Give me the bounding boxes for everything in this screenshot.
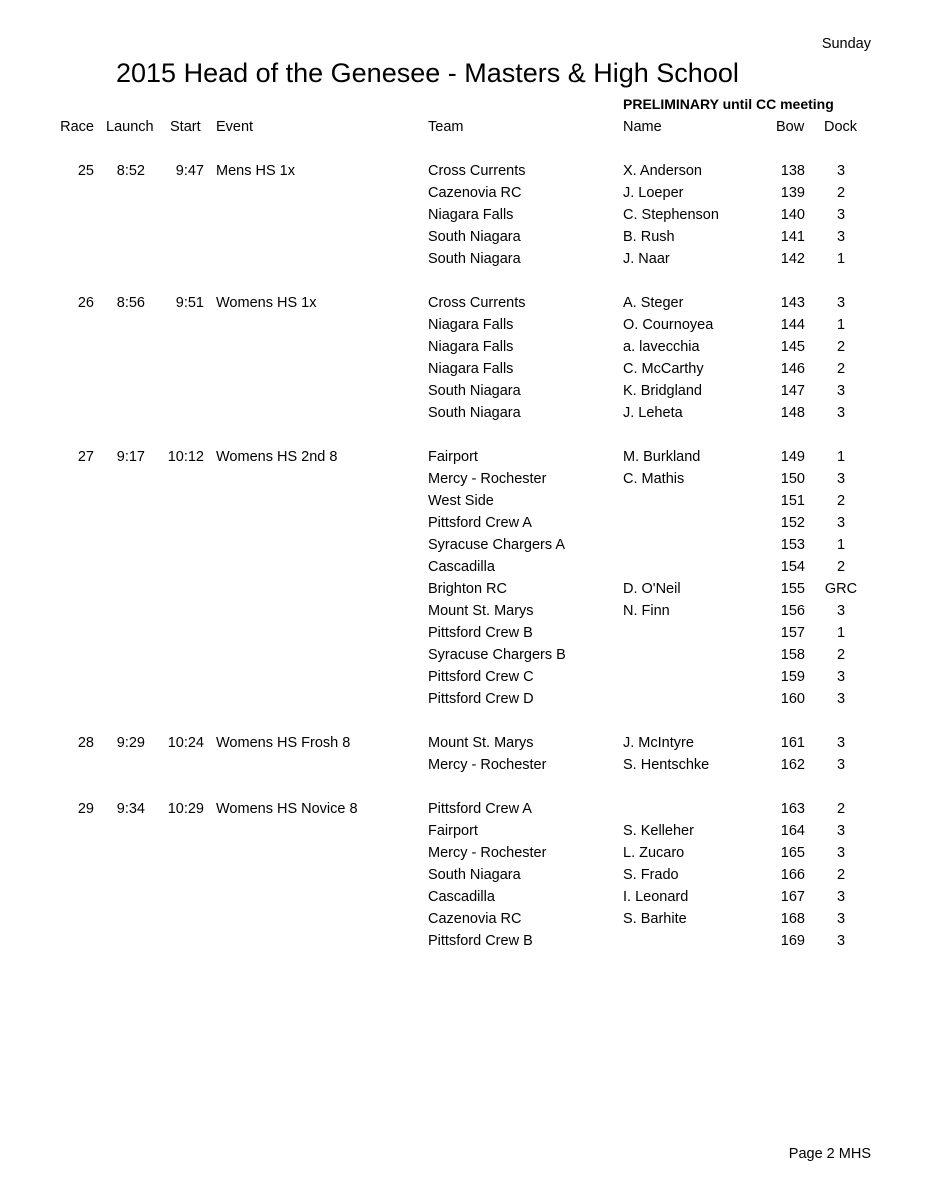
launch-time: 9:29 bbox=[116, 735, 145, 751]
race-number: 28 bbox=[77, 735, 94, 751]
entry-bow-number: 165 bbox=[780, 845, 805, 861]
entry-team: Cross Currents bbox=[428, 295, 526, 311]
entry-team: Pittsford Crew D bbox=[428, 691, 534, 707]
entry-dock: 3 bbox=[836, 757, 846, 773]
entry-dock: 3 bbox=[836, 163, 846, 179]
entry-athlete-name: A. Steger bbox=[623, 295, 684, 311]
entry-bow-number: 142 bbox=[780, 251, 805, 267]
page-title: 2015 Head of the Genesee - Masters & High School bbox=[116, 58, 739, 88]
entry-athlete-name: S. Frado bbox=[623, 867, 679, 883]
entry-dock: 3 bbox=[836, 691, 846, 707]
entry-team: West Side bbox=[428, 493, 494, 509]
entry-team: Pittsford Crew C bbox=[428, 669, 534, 685]
entry-bow-number: 143 bbox=[780, 295, 805, 311]
column-header-name: Name bbox=[623, 119, 662, 135]
entry-dock: 1 bbox=[836, 317, 846, 333]
entry-athlete-name: X. Anderson bbox=[623, 163, 702, 179]
entry-team: Cazenovia RC bbox=[428, 185, 522, 201]
entry-athlete-name: C. Stephenson bbox=[623, 207, 719, 223]
entry-dock: 2 bbox=[836, 647, 846, 663]
entry-bow-number: 166 bbox=[780, 867, 805, 883]
column-header-launch: Launch bbox=[106, 119, 154, 135]
entry-team: South Niagara bbox=[428, 229, 521, 245]
entry-team: Niagara Falls bbox=[428, 361, 514, 377]
entry-bow-number: 169 bbox=[780, 933, 805, 949]
entry-dock: 3 bbox=[836, 845, 846, 861]
column-header-team: Team bbox=[428, 119, 464, 135]
entry-dock: 1 bbox=[836, 449, 846, 465]
entry-dock: 2 bbox=[836, 361, 846, 377]
entry-dock: 2 bbox=[836, 339, 846, 355]
entry-team: South Niagara bbox=[428, 405, 521, 421]
entry-athlete-name: C. McCarthy bbox=[623, 361, 704, 377]
entry-athlete-name: L. Zucaro bbox=[623, 845, 685, 861]
entry-team: Pittsford Crew B bbox=[428, 625, 533, 641]
entry-dock: 2 bbox=[836, 559, 846, 575]
entry-team: Brighton RC bbox=[428, 581, 507, 597]
entry-team: Mercy - Rochester bbox=[428, 757, 547, 773]
entry-bow-number: 152 bbox=[780, 515, 805, 531]
entry-bow-number: 141 bbox=[780, 229, 805, 245]
entry-bow-number: 167 bbox=[780, 889, 805, 905]
race-number: 26 bbox=[77, 295, 94, 311]
entry-team: Fairport bbox=[428, 823, 478, 839]
entry-dock: 1 bbox=[836, 625, 846, 641]
entry-dock: 2 bbox=[836, 185, 846, 201]
entry-athlete-name: N. Finn bbox=[623, 603, 670, 619]
entry-team: Mount St. Marys bbox=[428, 735, 534, 751]
start-time: 9:51 bbox=[175, 295, 204, 311]
entry-bow-number: 168 bbox=[780, 911, 805, 927]
entry-team: Niagara Falls bbox=[428, 317, 514, 333]
entry-dock: 1 bbox=[836, 537, 846, 553]
entry-bow-number: 151 bbox=[780, 493, 805, 509]
entry-team: Cascadilla bbox=[428, 889, 495, 905]
entry-bow-number: 164 bbox=[780, 823, 805, 839]
entry-dock: 3 bbox=[836, 823, 846, 839]
entry-athlete-name: a. lavecchia bbox=[623, 339, 700, 355]
entry-athlete-name: B. Rush bbox=[623, 229, 675, 245]
entry-team: South Niagara bbox=[428, 251, 521, 267]
event-name: Womens HS Novice 8 bbox=[216, 801, 358, 817]
race-number: 25 bbox=[77, 163, 94, 179]
start-time: 10:24 bbox=[167, 735, 204, 751]
entry-athlete-name: I. Leonard bbox=[623, 889, 689, 905]
race-number: 27 bbox=[77, 449, 94, 465]
column-header-event: Event bbox=[216, 119, 254, 135]
entry-bow-number: 161 bbox=[780, 735, 805, 751]
entry-dock: 3 bbox=[836, 207, 846, 223]
entry-athlete-name: S. Kelleher bbox=[623, 823, 694, 839]
entry-dock: 3 bbox=[836, 933, 846, 949]
column-header-dock: Dock bbox=[824, 119, 858, 135]
entry-dock: 3 bbox=[836, 515, 846, 531]
entry-bow-number: 139 bbox=[780, 185, 805, 201]
column-header-start: Start bbox=[170, 119, 201, 135]
entry-team: South Niagara bbox=[428, 383, 521, 399]
entry-bow-number: 162 bbox=[780, 757, 805, 773]
entry-team: Syracuse Chargers A bbox=[428, 537, 566, 553]
page-day: Sunday bbox=[821, 36, 871, 52]
entry-dock: 3 bbox=[836, 405, 846, 421]
launch-time: 8:56 bbox=[116, 295, 145, 311]
entry-team: Mount St. Marys bbox=[428, 603, 534, 619]
entry-bow-number: 144 bbox=[780, 317, 805, 333]
entry-team: Cascadilla bbox=[428, 559, 495, 575]
entry-bow-number: 147 bbox=[780, 383, 805, 399]
event-name: Womens HS Frosh 8 bbox=[216, 735, 351, 751]
entry-team: Niagara Falls bbox=[428, 339, 514, 355]
entry-team: Cross Currents bbox=[428, 163, 526, 179]
entry-athlete-name: O. Cournoyea bbox=[623, 317, 714, 333]
entry-dock: 3 bbox=[836, 889, 846, 905]
entry-bow-number: 150 bbox=[780, 471, 805, 487]
entry-team: Cazenovia RC bbox=[428, 911, 522, 927]
entry-dock: 3 bbox=[836, 471, 846, 487]
entry-bow-number: 160 bbox=[780, 691, 805, 707]
entry-team: Fairport bbox=[428, 449, 478, 465]
event-name: Womens HS 2nd 8 bbox=[216, 449, 338, 465]
entry-team: Syracuse Chargers B bbox=[428, 647, 566, 663]
entry-athlete-name: S. Hentschke bbox=[623, 757, 710, 773]
entry-bow-number: 146 bbox=[780, 361, 805, 377]
entry-athlete-name: S. Barhite bbox=[623, 911, 687, 927]
entry-athlete-name: J. McIntyre bbox=[623, 735, 694, 751]
entry-bow-number: 148 bbox=[780, 405, 805, 421]
start-time: 10:29 bbox=[167, 801, 204, 817]
entry-bow-number: 156 bbox=[780, 603, 805, 619]
race-number: 29 bbox=[77, 801, 94, 817]
start-time: 10:12 bbox=[167, 449, 204, 465]
column-header-race: Race bbox=[60, 119, 94, 135]
entry-team: Niagara Falls bbox=[428, 207, 514, 223]
entry-bow-number: 157 bbox=[780, 625, 805, 641]
entry-bow-number: 153 bbox=[780, 537, 805, 553]
entry-athlete-name: C. Mathis bbox=[623, 471, 685, 487]
entry-team: Mercy - Rochester bbox=[428, 845, 547, 861]
entry-dock: 3 bbox=[836, 669, 846, 685]
event-name: Mens HS 1x bbox=[216, 163, 295, 179]
entry-dock: 2 bbox=[836, 493, 846, 509]
entry-dock: 1 bbox=[836, 251, 846, 267]
entry-team: Pittsford Crew B bbox=[428, 933, 533, 949]
entry-dock: 2 bbox=[836, 867, 846, 883]
entry-dock: 3 bbox=[836, 295, 846, 311]
preliminary-note: PRELIMINARY until CC meeting bbox=[623, 96, 834, 112]
launch-time: 9:34 bbox=[116, 801, 145, 817]
start-time: 9:47 bbox=[175, 163, 204, 179]
entry-bow-number: 159 bbox=[780, 669, 805, 685]
launch-time: 8:52 bbox=[116, 163, 145, 179]
entry-bow-number: 140 bbox=[780, 207, 805, 223]
entry-bow-number: 158 bbox=[780, 647, 805, 663]
entry-dock: GRC bbox=[824, 581, 858, 597]
entry-team: Pittsford Crew A bbox=[428, 515, 532, 531]
entry-athlete-name: M. Burkland bbox=[623, 449, 701, 465]
entry-bow-number: 145 bbox=[780, 339, 805, 355]
event-name: Womens HS 1x bbox=[216, 295, 317, 311]
entry-dock: 3 bbox=[836, 383, 846, 399]
entry-athlete-name: J. Leheta bbox=[623, 405, 683, 421]
entry-dock: 2 bbox=[836, 801, 846, 817]
column-header-bow: Bow bbox=[776, 119, 805, 135]
entry-bow-number: 155 bbox=[780, 581, 805, 597]
entry-athlete-name: K. Bridgland bbox=[623, 383, 702, 399]
entry-team: Pittsford Crew A bbox=[428, 801, 532, 817]
entry-bow-number: 154 bbox=[780, 559, 805, 575]
entry-bow-number: 138 bbox=[780, 163, 805, 179]
entry-dock: 3 bbox=[836, 911, 846, 927]
entry-bow-number: 149 bbox=[780, 449, 805, 465]
page-footer: Page 2 MHS bbox=[788, 1146, 871, 1162]
entry-dock: 3 bbox=[836, 229, 846, 245]
entry-team: South Niagara bbox=[428, 867, 521, 883]
launch-time: 9:17 bbox=[116, 449, 145, 465]
entry-bow-number: 163 bbox=[780, 801, 805, 817]
entry-dock: 3 bbox=[836, 735, 846, 751]
entry-athlete-name: J. Loeper bbox=[623, 185, 684, 201]
entry-dock: 3 bbox=[836, 603, 846, 619]
entry-athlete-name: J. Naar bbox=[623, 251, 670, 267]
entry-team: Mercy - Rochester bbox=[428, 471, 547, 487]
entry-athlete-name: D. O'Neil bbox=[623, 581, 681, 597]
